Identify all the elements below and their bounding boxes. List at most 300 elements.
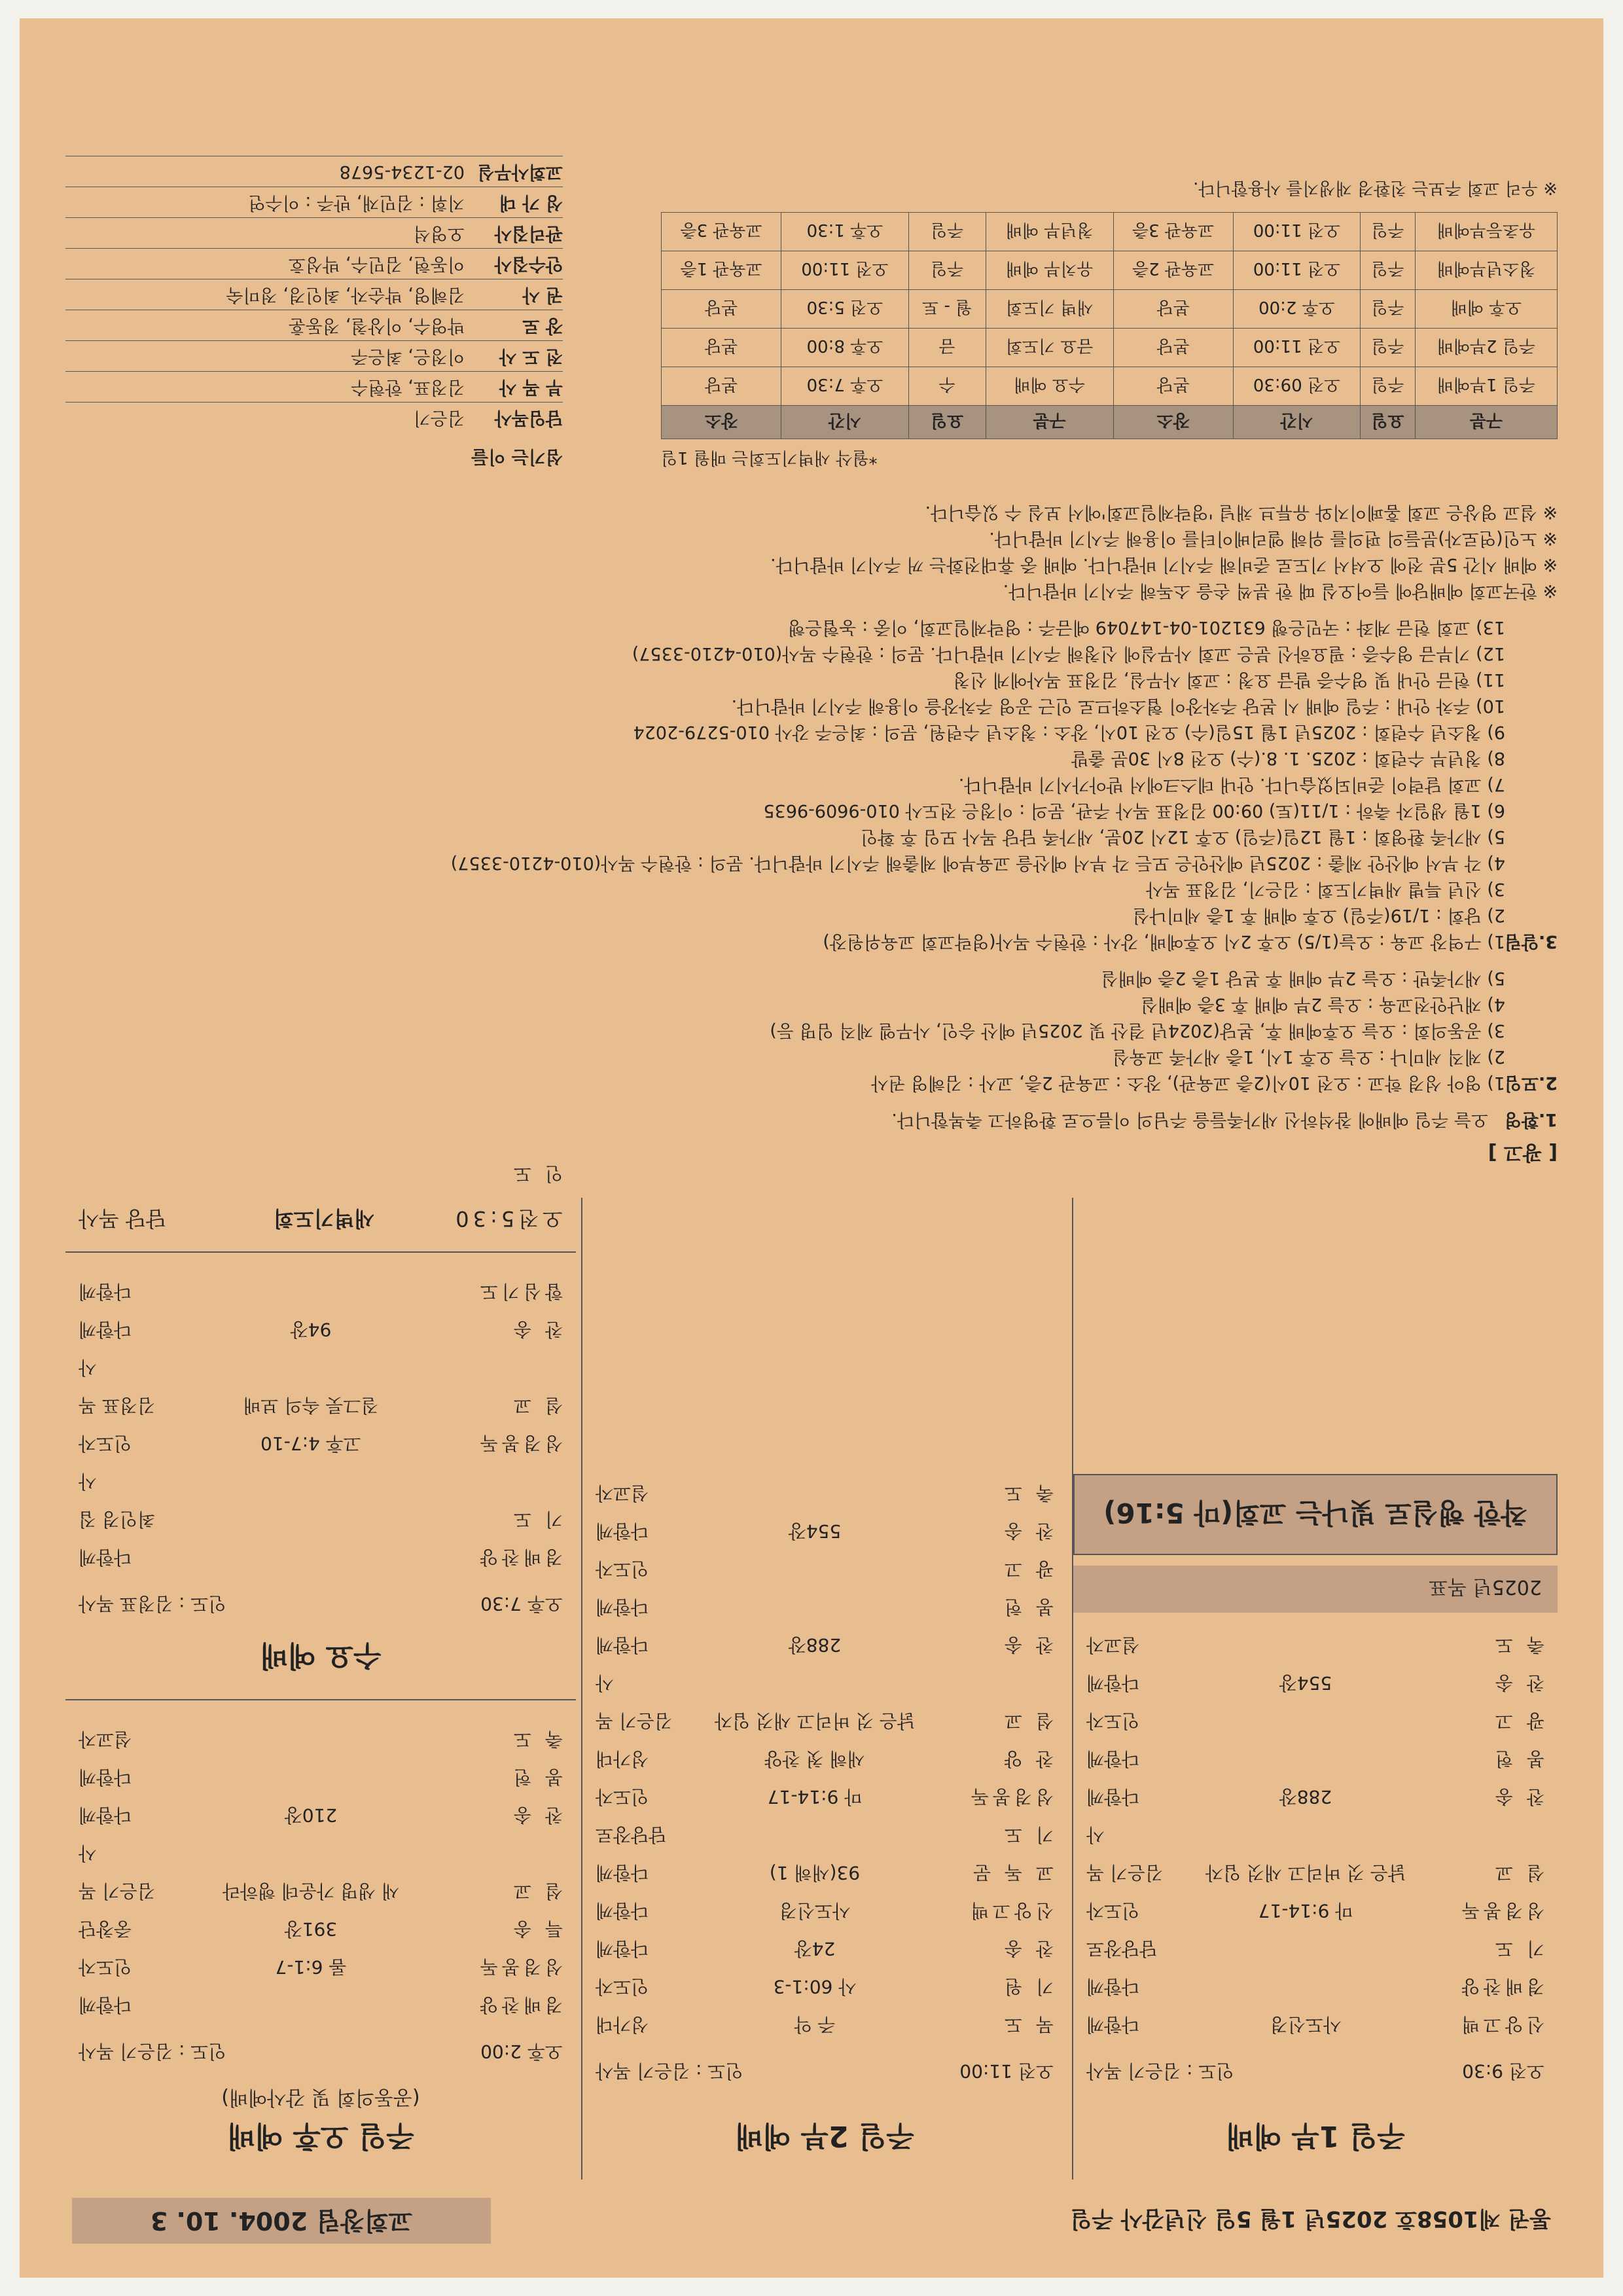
staff-row [65,279,563,310]
schedule-table [661,212,1558,439]
schedule-cell: 오후 예배 [1415,290,1557,329]
order-item-role: 김은기 목사 [1086,1824,1164,1884]
order-item [65,1720,576,1758]
schedule-header-cell: 요일 [1361,406,1416,439]
order-item [582,1967,1067,2005]
notice-item: 3) 신년 특별 새벽기도회 : 김은기, 김정표 목사 [1146,879,1505,899]
order-item-content [1178,1967,1433,2005]
order-item-content: 사도신경 [1270,2014,1342,2036]
staff-role: 담임목사 [494,408,563,428]
order-item-label: 찬 송 [1491,1786,1544,1808]
order-item-content: 새해 첫 찬양 [764,1748,865,1770]
schedule-cell: 주일 2부예배 [1415,329,1557,367]
order-item-content [170,1538,452,1576]
order-item-label: 찬 송 [1001,1634,1054,1656]
order-item-role: 다함께 [1086,1786,1140,1808]
schedule-cell: 수요 예배 [986,367,1113,406]
order-item [65,1910,576,1948]
schedule-cell: 오후 1:30 [781,213,908,251]
order-item-content: 554장 [1279,1672,1332,1694]
notice-item: ※ 예배 시간 5분 전에 오셔서 기도로 준비해 주시기 바랍니다. 예배 중 휴대전화는 꺼 주시기 바랍니다. [770,554,1558,575]
order-item-role: 다함께 [596,1596,649,1618]
meeting-notices [52,965,1558,1096]
order-item-role: 다함께 [1086,1748,1140,1770]
schedule-cell: 주일 [1361,367,1416,406]
order-item-content [170,1986,452,2024]
staff-row [65,310,563,340]
staff-row [65,371,563,402]
wednesday-service [65,1272,576,1700]
staff-role: 부 목 사 [499,377,563,397]
order-item [1073,1967,1558,2005]
order-item-role: 김정표 목사 [79,1357,156,1416]
order-item [65,1272,576,1310]
order-item-role: 다함께 [79,1319,132,1340]
staff-names: 지휘 : 김민재, 반주 : 이수연 [248,192,465,213]
staff-names: 오영석 [413,223,465,243]
welcome-text: 오늘 주일 예배에 참석하신 새가족들을 주님의 이름으로 환영하고 축복합니다. [891,1109,1489,1130]
order-item-role: 다함께 [596,1938,649,1960]
founded-date: 교회창립 2004. 10. 3 [72,2198,491,2244]
service-second-time: 오전 11:00 [959,2060,1054,2082]
schedule-cell: 주일 [1361,290,1416,329]
schedule-cell: 유치부 예배 [986,251,1113,290]
schedule-row [662,213,1558,251]
order-item-label: 성경봉독 [967,1786,1054,1808]
order-item-label: 경배찬양 [476,1547,563,1568]
order-item-content: 24장 [794,1938,836,1960]
order-item [65,1348,576,1424]
extra-notices [52,499,1558,603]
service-second-order [582,1474,1067,2043]
wednesday-order [65,1272,576,1576]
schedule-cell: 주일 [1361,251,1416,290]
order-item-role: 성가대 [596,2014,649,2036]
notice-item: 10) 주차 안내 : 주일 예배 시 본당 주차장이 협소하므로 인근 공영 주차장을 이용해 주시기 바랍니다. [731,696,1505,716]
staff-names: 02-1234-5678 [339,162,465,182]
dawn-prayer [65,1155,576,1253]
order-item-label: 신앙고백 [1457,2014,1544,2036]
order-item-content [687,1816,942,1854]
schedule-header-row [662,406,1558,439]
order-item-content: 새 생명 가운데 행하라 [222,1880,400,1902]
order-item-label: 신앙고백 [967,1900,1054,1922]
notice-item: 11) 헌금 안내 및 영수증 발급 요청 : 교회 사무실, 김정표 목사에게 신청 [953,670,1505,690]
staff-names: 김은기 [413,408,465,428]
order-item-label: 성경봉독 [476,1433,563,1454]
order-item-label: 경배찬양 [1457,1976,1544,1998]
issue-line: 통권 제1058호 2025년 1월 5일 신년감사 주일 [1070,2206,1551,2232]
order-item-content: 288장 [1279,1786,1332,1808]
schedule-cell: 주일 1부예배 [1415,367,1557,406]
order-item-label: 기 원 [1001,1976,1054,1998]
service-second-title: 주일 2부 예배 [735,2119,914,2153]
notice-item: 9) 청소년 수련회 : 2025년 1월 15일(수) 오전 10시, 장소 : 청소년 수련원, 문의 : 최은주 강사 010-5279-2024 [633,722,1505,742]
order-item-content [1178,1929,1433,1967]
order-item-label: 경배찬양 [476,1994,563,2016]
order-item-label: 교 독 문 [969,1862,1054,1884]
order-item-role: 담당장로 [596,1824,667,1846]
order-item-content: 주 악 [794,2014,836,2036]
order-item-role: 담당장로 [1086,1938,1158,1960]
schedule-cell: 오전 11:00 [781,251,908,290]
notice-item: 4) 각 부서 예산안 제출 : 2025년 예산안은 모든 각 부서 예산을 교육부에 제출해 주시기 바랍니다. 문의 : 한현수 목사(010-4210-3357) [450,853,1505,873]
staff-row [65,156,563,187]
schedule-header-cell: 구분 [1415,406,1557,439]
order-item-role: 다함께 [596,1520,649,1542]
order-item-role: 인도자 [596,1976,649,1998]
order-item-label: 묵 도 [1001,2014,1054,2036]
schedule-cell: 새벽 기도회 [986,290,1113,329]
staff-names: 이정은, 최은주 [351,346,465,367]
schedule-row [662,251,1558,290]
order-item-content [1178,1740,1433,1778]
service-first-order [1073,1626,1558,2043]
meeting-schedule [661,177,1558,471]
schedule-cell: 교육관 2층 [1113,251,1233,290]
order-item-role: 김은기 목사 [596,1672,673,1732]
schedule-cell: 오전 11:00 [1233,213,1360,251]
welcome-notice [52,1106,1558,1132]
schedule-cell: 교육관 1층 [662,251,781,290]
staff-role: 전 도 사 [499,346,563,367]
schedule-row [662,290,1558,329]
order-item [1073,1626,1558,1664]
schedule-header-cell: 구분 [986,406,1113,439]
order-item [1073,1816,1558,1892]
schedule-cell: 오전 09:30 [1233,367,1360,406]
staff-role: 교회사무실 [477,162,563,182]
order-item-label: 광 고 [1001,1558,1054,1580]
service-afternoon-leader: 인도 : 김은기 목사 [79,2041,226,2062]
staff-names: 박영수, 이상철, 정동훈 [288,315,465,336]
notice-item: 4) 재난안전교육 : 오늘 2부 예배 후 3층 예배실 [1140,994,1505,1014]
schedule-note: *월삭 새벽기도회는 매월 1일 [661,448,878,467]
order-item [65,1948,576,1986]
notices [52,499,1558,1165]
order-item-role: 다함께 [1086,2014,1140,2036]
order-item-role: 다함께 [79,1547,132,1568]
order-item-content: 288장 [788,1634,842,1656]
order-item-role: 인도자 [596,1786,649,1808]
order-item-role: 최인경 집사 [79,1471,156,1530]
upside-down-bulletin [20,18,1603,2278]
schedule-cell: 교육관 3층 [1113,213,1233,251]
order-item [65,1986,576,2024]
order-item-role: 다함께 [79,1804,132,1826]
schedule-cell: 주일 [908,213,986,251]
order-item-label: 찬 송 [1001,1938,1054,1960]
order-item [65,1796,576,1834]
schedule-cell: 주일 [908,251,986,290]
service-afternoon [65,1155,576,2179]
order-item-role: 인도자 [79,1433,132,1454]
schedule-cell: 교육관 3층 [662,213,781,251]
order-item-content [1178,1702,1433,1740]
schedule-header-cell: 요일 [908,406,986,439]
notice-item: 12) 기부금 영수증 : 필요하신 분은 교회 사무실에 신청해 주시기 바랍니다. 문의 : 한현수 목사(010-4210-3357) [632,643,1505,664]
order-item [65,1834,576,1910]
schedule-cell: 금요 기도회 [986,329,1113,367]
order-item-label: 찬 송 [510,1804,563,1826]
order-item [1073,1740,1558,1778]
staff-row [65,187,563,217]
staff-role: 안수집사 [494,254,563,274]
notice-item: 8) 청년부 수련회 : 2025. 1. 8.(수) 오전 8시 30분 출발 [1071,748,1505,768]
news-notices [52,614,1558,954]
service-first-leader: 인도 : 김은기 목사 [1086,2060,1234,2082]
schedule-cell: 오전 11:00 [1233,251,1360,290]
schedule-cell: 본당 [662,290,781,329]
order-item-content: 94장 [290,1319,332,1340]
order-item-label: 찬 송 [1491,1672,1544,1694]
wednesday-title: 수요 예배 [260,1639,382,1672]
notices-heading: [ 광고 ] [1488,1141,1558,1164]
service-second [581,1198,1067,2179]
order-item-role: 다함께 [1086,1976,1140,1998]
order-item [582,1474,1067,1512]
schedule-cell: 청년부 예배 [986,213,1113,251]
staff-role: 관리집사 [494,223,563,243]
order-item-label: 기 도 [510,1509,563,1530]
order-item-label: 설 교 [1491,1862,1544,1884]
order-item-role: 다함께 [79,1994,132,2016]
notice-item: ※ 한국교회 예배당에 들어오실 때 한 분씩 손을 소독해 주시기 바랍니다. [1003,581,1558,601]
order-item-role: 인도자 [1086,1900,1140,1922]
order-item-label: 봉 헌 [1491,1748,1544,1770]
order-item-role: 다함께 [1086,1672,1140,1694]
notice-item: 1) 구역장 교육 : 오늘(1/5) 오후 2시 오후예배, 강사 : 한현수 목사(영락교회 교육위원장) [823,931,1505,952]
service-second-leader: 인도 : 김은기 목사 [596,2060,743,2082]
order-item-role: 인도자 [1086,1710,1140,1732]
schedule-cell: 본당 [1113,329,1233,367]
staff-list [65,156,563,471]
wednesday-time: 오후 7:30 [480,1593,563,1615]
order-item [65,1462,576,1538]
order-item [582,1778,1067,1816]
service-afternoon-order [65,1720,576,2024]
staff-title: 섬기는 이들 [471,446,563,467]
staff-names: 김정표, 한현수 [351,377,465,397]
dawn-time: 오전5:30 [452,1206,563,1231]
news-list [52,614,1505,954]
welcome-label: 1.환영 [1504,1109,1558,1130]
order-item-label: 축 도 [1491,1634,1544,1656]
order-item-label: 기 도 [1001,1824,1054,1846]
service-afternoon-time: 오후 2:00 [480,2041,563,2062]
order-item-content: 사도신경 [779,1900,851,1922]
schedule-footer: ※ 우리 교회 주보는 친환경 재생지를 사용합니다. [1193,178,1558,198]
order-item-content: 마 9:14-17 [1258,1900,1353,1922]
schedule-cell: 본당 [1113,367,1233,406]
notice-item: 3) 공동의회 : 오늘 오후예배 후, 본당(2024년 결산 및 2025년 예산 승인, 사무엘 제직 임명 등) [770,1020,1505,1041]
order-item [1073,1778,1558,1816]
schedule-cell: 본당 [1113,290,1233,329]
order-item-label: 축 도 [1001,1482,1054,1504]
bulletin-page [20,18,1603,2278]
schedule-header-cell: 시간 [781,406,908,439]
staff-role: 장 로 [522,315,563,336]
order-item-content [1178,1626,1433,1664]
order-item [1073,1702,1558,1740]
order-item-content: 마 9:14-17 [767,1786,863,1808]
order-item [582,1929,1067,1967]
order-item-label: 설 교 [510,1880,563,1902]
order-item-content [170,1462,452,1538]
order-item-content: 낡은 것 버리고 새것 입자 [714,1710,916,1732]
order-item-role: 다함께 [79,1281,132,1302]
order-item-content: 롬 6:1-7 [275,1956,347,1978]
order-item [1073,1664,1558,1702]
notice-item: 2) 제직 세미나 : 오늘 오후 1시, 1층 새가족 교육실 [1112,1047,1505,1067]
order-item [582,1816,1067,1854]
order-item-role: 인도자 [79,1956,132,1978]
order-item-label: 찬 송 [510,1319,563,1340]
order-item [582,1512,1067,1550]
notice-item: 1) 영아 성경 학교 : 오전 10시(2층 교육관), 장소 : 교육관 2층, 교사 : 김혜영 권사 [871,1073,1505,1093]
order-item-label: 합심기도 [476,1281,563,1302]
order-item-label: 광 고 [1491,1710,1544,1732]
order-item [582,1588,1067,1626]
dawn-title: 새벽기도회 [273,1206,375,1231]
order-item-role: 다함께 [596,1862,649,1884]
order-item [65,1424,576,1462]
order-item-content [170,1272,452,1310]
order-item-content: 고후 4:7-10 [260,1433,361,1454]
notice-item: 7) 교회 달력이 준비되었습니다. 안내 데스크에서 받아가시기 바랍니다. [958,774,1505,795]
order-item [65,1758,576,1796]
service-first-title: 주일 1부 예배 [1226,2119,1405,2153]
dawn-leader-label: 인 도 [510,1163,563,1185]
order-item-content: 93(새해 1) [769,1862,861,1884]
schedule-cell: 청소년부예배 [1415,251,1557,290]
order-item-role: 성가대 [596,1748,649,1770]
schedule-cell: 유초등부예배 [1415,213,1557,251]
meeting-label: 2.모임 [1504,1073,1558,1093]
notice-item: 6) 1월 생일자 축하 : 1/11(토) 09:00 김정표 목사 주관, 문의 : 이정은 전도사 010-9609-9635 [763,800,1505,821]
order-item-label: 봉 헌 [510,1767,563,1788]
order-item-label: 기 도 [1491,1938,1544,1960]
service-first-time: 오전 9:30 [1462,2060,1544,2082]
schedule-header-cell: 시간 [1233,406,1360,439]
schedule-cell: 오후 7:30 [781,367,908,406]
order-item-role: 중창단 [79,1918,132,1940]
notice-item: 5) 새가족반 : 오늘 2부 예배 후 본당 1층 2층 예배실 [1101,968,1505,988]
order-item-role: 설교자 [1086,1634,1140,1656]
order-item-role: 다함께 [79,1767,132,1788]
order-item [582,1892,1067,1929]
order-item-role: 김은기 목사 [79,1842,156,1902]
notice-item: 13) 교회 헌금 계좌 : 국민은행 631201-04-147049 예금주 : 영락제일교회, 이중 : 농협은행 [788,617,1505,637]
order-item [582,1664,1067,1740]
schedule-cell: 금 [908,329,986,367]
notice-item: ※ 노인(연로자)분들의 편의를 위해 엘리베이터를 이용해 주시기 바랍니다. [989,528,1558,548]
schedule-cell: 월 - 토 [908,290,986,329]
order-item [582,1626,1067,1664]
service-first [1072,1198,1558,2179]
schedule-row [662,329,1558,367]
order-item [65,1310,576,1348]
order-item-content: 554장 [788,1520,842,1542]
order-item-content [687,1588,942,1626]
order-item-label: 성경봉독 [476,1956,563,1978]
wednesday-leader: 인도 : 김정표 목사 [79,1593,226,1615]
notice-item: ※ 설교 영상은 교회 홈페이지와 유튜브 채널 '영락제일교회'에서 보실 수 있습니다. [925,502,1558,522]
schedule-cell: 오후 8:00 [781,329,908,367]
order-item-label: 찬 송 [1001,1520,1054,1542]
order-item [582,1740,1067,1778]
staff-row [65,217,563,248]
order-item-label: 축 도 [510,1729,563,1750]
vision-motto: 착한 행실로 빛나는 교회(마 5:16) [1073,1474,1558,1555]
schedule-cell: 오후 2:00 [1233,290,1360,329]
vision-box [1073,1474,1558,1613]
order-item [582,1854,1067,1892]
order-item-role: 다함께 [596,1900,649,1922]
order-item-role: 다함께 [596,1634,649,1656]
order-item-role: 인도자 [596,1558,649,1580]
notice-item: 2) 당회 : 1/19(주일) 오후 예배 후 1층 세미나실 [1132,905,1505,925]
order-item-content: 210장 [284,1804,338,1826]
order-item-label: 찬 양 [1001,1748,1054,1770]
service-afternoon-title: 주일 오후 예배 [227,2119,414,2153]
order-item [1073,1892,1558,1929]
schedule-cell: 오전 11:00 [1233,329,1360,367]
order-item-content: 391장 [284,1918,338,1940]
order-item-content: 사 60:1-3 [773,1976,857,1998]
order-item-content [170,1720,452,1758]
schedule-cell: 본당 [662,367,781,406]
order-item-content [687,1550,942,1588]
order-item [1073,1929,1558,1967]
schedule-cell: 본당 [662,329,781,367]
order-item-label: 봉 헌 [1001,1596,1054,1618]
order-item-content [687,1474,942,1512]
dawn-who: 담당 목사 [79,1206,166,1231]
order-item-role: 설교자 [596,1482,649,1504]
meeting-list [52,965,1505,1096]
order-item-label: 특 송 [510,1918,563,1940]
service-afternoon-subtitle: (공동의회 및 감사예배) [221,2086,420,2109]
staff-role: 성 가 대 [499,192,563,213]
order-item-label: 설 교 [510,1395,563,1416]
order-item [65,1538,576,1576]
staff-names: 이동현, 김민수, 박성호 [288,254,465,274]
schedule-cell: 오전 5:30 [781,290,908,329]
staff-row [65,402,563,433]
notice-item: 5) 새가족 환영회 : 1월 12일(주일) 오후 12시 20분, 새가족 담당 목사 모임 후 확인 [861,827,1505,847]
vision-year: 2025년 목표 [1073,1566,1558,1613]
staff-row [65,340,563,371]
schedule-header-cell: 장소 [1113,406,1233,439]
order-item [582,1550,1067,1588]
order-item-label: 성경봉독 [1457,1900,1544,1922]
order-item-content [170,1758,452,1796]
schedule-row [662,367,1558,406]
order-item-content: 질그릇 속의 보배 [243,1395,379,1416]
staff-row [65,248,563,279]
news-label: 3.알림 [1504,931,1558,952]
schedule-cell: 주일 [1361,213,1416,251]
schedule-cell: 주일 [1361,329,1416,367]
staff-role: 권 사 [522,285,563,305]
order-item [582,2005,1067,2043]
order-item [1073,2005,1558,2043]
schedule-cell: 수 [908,367,986,406]
order-item-content: 낡은 것 버리고 새것 입자 [1205,1862,1406,1884]
staff-names: 김혜영, 박순자, 최인경, 정미숙 [226,285,465,305]
schedule-header-cell: 장소 [662,406,781,439]
